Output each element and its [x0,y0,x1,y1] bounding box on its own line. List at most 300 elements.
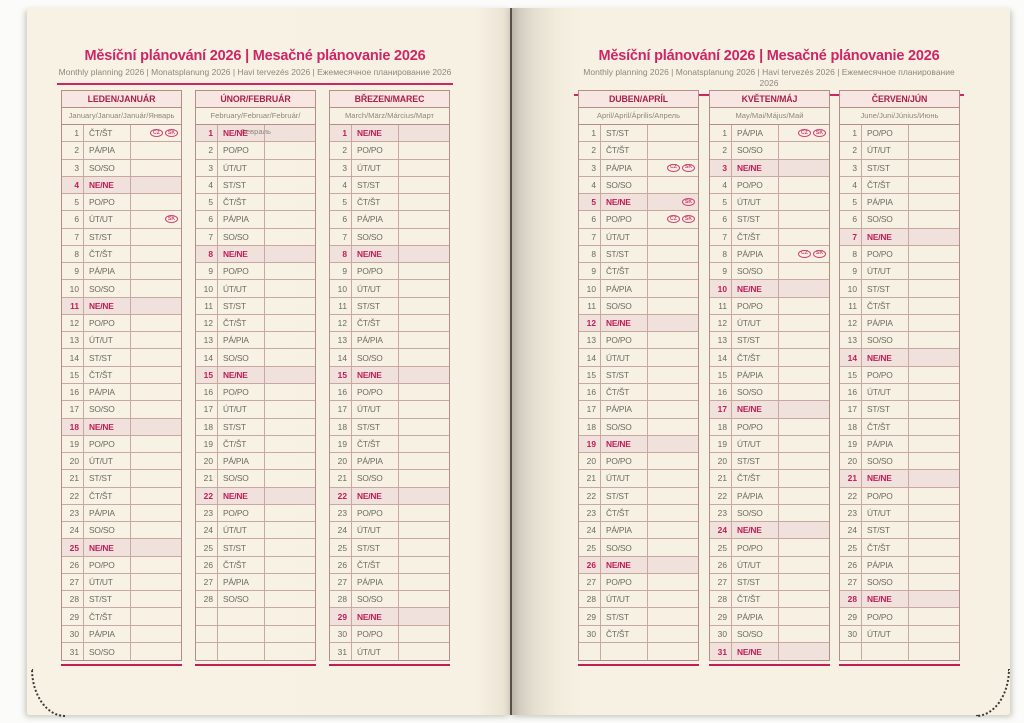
page-subtitle: Monthly planning 2026 | Monatsplanung 2026 | Havi tervezés 2026 | Ежемесячное планирование 2026 [583,67,955,88]
day-note-area [399,384,449,400]
day-abbrev: ST/ST [84,229,131,245]
month-header: ČERVEN/JÚN [840,91,959,108]
day-abbrev: ST/ST [218,539,265,555]
day-abbrev: NE/NE [862,229,909,245]
day-row [62,315,181,332]
day-row [579,332,698,349]
day-note-area [779,608,829,624]
day-number: 14 [330,349,352,365]
day-note-area [265,539,315,555]
day-number: 10 [62,280,84,296]
day-note-area [909,436,959,452]
day-abbrev: PO/PO [84,436,131,452]
day-row [330,280,449,297]
day-abbrev: PÁ/PIA [732,125,779,141]
day-abbrev: ČT/ŠT [732,470,779,486]
day-number: 19 [840,436,862,452]
day-abbrev: NE/NE [352,125,399,141]
day-row [710,470,829,487]
day-abbrev: PÁ/PIA [601,401,648,417]
day-row [579,453,698,470]
day-row [840,505,959,522]
day-note-area [399,177,449,193]
day-row [330,211,449,228]
day-abbrev: ÚT/UT [352,280,399,296]
empty-row [196,643,315,660]
month-header: DUBEN/APRÍL [579,91,698,108]
month-underline [839,664,960,667]
day-number: 24 [840,522,862,538]
day-note-area [648,505,698,521]
day-row [62,160,181,177]
day-note-area [399,246,449,262]
day-row [330,470,449,487]
day-abbrev: ÚT/UT [218,280,265,296]
day-abbrev: PÁ/PIA [84,505,131,521]
day-abbrev: PÁ/PIA [84,263,131,279]
day-number: 7 [330,229,352,245]
day-note-area [265,505,315,521]
day-abbrev: PÁ/PIA [732,608,779,624]
day-row [840,557,959,574]
day-row [330,591,449,608]
day-note-area [909,280,959,296]
day-number: 19 [196,436,218,452]
day-note-area [909,246,959,262]
day-row [196,177,315,194]
day-abbrev: ST/ST [601,488,648,504]
day-number: 1 [710,125,732,141]
day-number: 19 [710,436,732,452]
day-number: 29 [330,608,352,624]
day-abbrev: PO/PO [862,125,909,141]
day-abbrev: SO/SO [218,470,265,486]
day-number: 13 [710,332,732,348]
day-note-area [909,332,959,348]
day-abbrev: ST/ST [601,246,648,262]
day-note-area [909,142,959,158]
month-underline [195,664,316,667]
day-note-area [265,436,315,452]
day-note-area [265,626,315,642]
day-abbrev: ČT/ŠT [218,557,265,573]
month-header: LEDEN/JANUÁR [62,91,181,108]
day-abbrev: NE/NE [601,194,648,210]
day-row [196,263,315,280]
day-number: 1 [62,125,84,141]
day-number: 12 [196,315,218,331]
day-note-area [131,574,181,590]
day-note-area [648,401,698,417]
day-number: 7 [840,229,862,245]
day-note-area [779,367,829,383]
day-note-area [265,574,315,590]
day-number [196,608,218,624]
month-table [709,90,830,661]
day-note-area [131,505,181,521]
day-abbrev: NE/NE [732,522,779,538]
day-number: 13 [62,332,84,348]
day-number: 10 [710,280,732,296]
day-note-area [779,626,829,642]
day-abbrev: NE/NE [352,367,399,383]
day-row [579,574,698,591]
day-number: 19 [62,436,84,452]
empty-row [840,643,959,660]
day-row [196,142,315,159]
day-row [710,349,829,366]
page-title: Měsíční plánování 2026 | Mesačné plánovanie 2026 [598,48,940,64]
day-abbrev: ČT/ŠT [218,194,265,210]
day-number: 29 [579,608,601,624]
day-note-area [779,177,829,193]
day-row [840,229,959,246]
day-note-area [909,229,959,245]
day-note-area [779,246,829,262]
left-page [27,8,510,715]
day-abbrev: ÚT/UT [352,160,399,176]
day-row [579,626,698,643]
month-subheader: June/Juni/Június/Июнь [840,108,959,125]
day-note-area [265,608,315,624]
day-note-area [648,470,698,486]
day-row [579,608,698,625]
holiday-badge-sk: SK [813,129,826,137]
day-note-area [265,522,315,538]
day-row [62,194,181,211]
day-row [579,177,698,194]
day-abbrev: SO/SO [352,470,399,486]
day-abbrev: ÚT/UT [352,643,399,660]
day-row [840,626,959,643]
day-row [840,539,959,556]
day-abbrev: ČT/ŠT [352,557,399,573]
day-number: 23 [710,505,732,521]
day-number: 4 [62,177,84,193]
month-body [62,125,181,660]
day-number: 23 [62,505,84,521]
day-abbrev: ČT/ŠT [601,142,648,158]
day-number: 28 [196,591,218,607]
day-number: 12 [579,315,601,331]
day-abbrev [218,608,265,624]
day-row [330,522,449,539]
day-note-area [779,401,829,417]
day-row [196,522,315,539]
day-abbrev: PO/PO [352,505,399,521]
day-note-area [265,332,315,348]
day-abbrev: SO/SO [862,211,909,227]
day-row [840,436,959,453]
holiday-badge-cz: CZ [798,250,811,258]
day-note-area [648,142,698,158]
day-number: 31 [710,643,732,660]
day-note-area [265,401,315,417]
day-abbrev: SO/SO [352,591,399,607]
day-note-area [909,401,959,417]
day-note-area [779,591,829,607]
day-number: 9 [579,263,601,279]
day-number: 14 [196,349,218,365]
day-abbrev: PO/PO [218,263,265,279]
day-note-area [265,367,315,383]
day-number: 26 [330,557,352,573]
day-number: 29 [840,608,862,624]
day-note-area [399,332,449,348]
day-number: 8 [62,246,84,262]
day-note-area [648,539,698,555]
day-row [579,280,698,297]
day-abbrev: ST/ST [218,177,265,193]
day-abbrev [862,643,909,660]
day-row [579,419,698,436]
day-note-area [399,401,449,417]
day-row [579,194,698,211]
day-abbrev: NE/NE [84,539,131,555]
page-subtitle: Monthly planning 2026 | Monatsplanung 2026 | Havi tervezés 2026 | Ежемесячное планирование 2026 [58,67,452,77]
day-note-area [648,367,698,383]
day-number [196,643,218,660]
day-note-area [265,194,315,210]
day-note-area [265,160,315,176]
day-note-area [648,280,698,296]
day-number: 19 [579,436,601,452]
day-number: 25 [62,539,84,555]
day-number: 25 [579,539,601,555]
day-number: 3 [196,160,218,176]
holiday-badge-sk: SK [682,215,695,223]
day-number: 14 [710,349,732,365]
day-note-area [131,470,181,486]
holiday-badge-cz: CZ [667,164,680,172]
day-note-area [265,488,315,504]
day-note-area [399,608,449,624]
day-row [840,263,959,280]
day-row [62,488,181,505]
day-row [710,591,829,608]
day-row [196,332,315,349]
day-row [330,488,449,505]
day-row [62,453,181,470]
day-number: 25 [196,539,218,555]
day-abbrev: NE/NE [84,419,131,435]
day-abbrev: ST/ST [218,298,265,314]
day-note-area [265,384,315,400]
day-number: 4 [710,177,732,193]
day-abbrev: ÚT/UT [862,384,909,400]
day-row [579,229,698,246]
day-note-area [131,488,181,504]
day-row [196,384,315,401]
day-note-area [131,557,181,573]
day-row [330,125,449,142]
day-number: 10 [196,280,218,296]
day-abbrev: ST/ST [732,332,779,348]
day-row [196,298,315,315]
day-note-area [131,436,181,452]
day-note-area [131,367,181,383]
day-note-area [399,194,449,210]
day-note-area [909,160,959,176]
day-row [196,591,315,608]
day-number: 10 [840,280,862,296]
day-row [330,608,449,625]
day-abbrev: NE/NE [352,608,399,624]
day-abbrev: ST/ST [862,280,909,296]
day-number: 2 [579,142,601,158]
day-row [330,401,449,418]
day-note-area [399,229,449,245]
day-row [62,367,181,384]
day-number: 30 [579,626,601,642]
day-note-area [399,142,449,158]
day-number: 5 [710,194,732,210]
day-number: 18 [330,419,352,435]
day-abbrev: PO/PO [84,315,131,331]
day-row [710,298,829,315]
day-abbrev: SO/SO [218,229,265,245]
day-abbrev: PÁ/PIA [352,211,399,227]
day-note-area [131,384,181,400]
day-note-area [909,591,959,607]
day-number: 11 [579,298,601,314]
day-row [330,194,449,211]
day-note-area [909,263,959,279]
day-row [330,263,449,280]
day-note-area [779,280,829,296]
day-number: 28 [840,591,862,607]
day-number: 12 [330,315,352,331]
day-number: 12 [840,315,862,331]
day-note-area [648,211,698,227]
day-note-area [909,453,959,469]
day-row [62,263,181,280]
day-number: 2 [710,142,732,158]
day-row [196,436,315,453]
day-number [840,643,862,660]
day-abbrev: ČT/ŠT [601,505,648,521]
right-page [510,8,1010,715]
day-row [840,453,959,470]
day-note-area [648,349,698,365]
day-number: 30 [840,626,862,642]
day-note-area [779,194,829,210]
day-abbrev: ČT/ŠT [84,125,131,141]
day-number: 29 [710,608,732,624]
day-note-area [779,315,829,331]
month-body [196,125,315,660]
day-abbrev: PO/PO [84,557,131,573]
day-row [579,246,698,263]
day-row [62,608,181,625]
day-abbrev: NE/NE [601,436,648,452]
month-body [710,125,829,660]
day-abbrev: SO/SO [84,280,131,296]
day-note-area [648,384,698,400]
day-abbrev: NE/NE [218,246,265,262]
day-note-area [131,626,181,642]
day-number: 24 [196,522,218,538]
day-number: 4 [840,177,862,193]
day-row [840,332,959,349]
day-row [840,125,959,142]
day-row [62,229,181,246]
day-number: 13 [330,332,352,348]
day-number: 18 [710,419,732,435]
day-row [840,298,959,315]
day-abbrev: ÚT/UT [84,332,131,348]
day-row [710,505,829,522]
day-note-area [909,505,959,521]
day-number: 9 [62,263,84,279]
day-row [579,505,698,522]
day-number: 22 [62,488,84,504]
day-note-area [399,349,449,365]
day-number: 10 [330,280,352,296]
day-row [196,315,315,332]
day-row [196,419,315,436]
day-number: 26 [710,557,732,573]
right-page-months [512,90,1010,715]
day-number: 5 [579,194,601,210]
day-abbrev [218,626,265,642]
day-number: 27 [196,574,218,590]
day-abbrev: PO/PO [352,263,399,279]
day-abbrev: PO/PO [84,194,131,210]
day-row [579,591,698,608]
day-number: 17 [330,401,352,417]
month-subheader: January/Januar/Január/Январь [62,108,181,125]
day-note-area [779,125,829,141]
day-note-area [909,315,959,331]
day-abbrev: ÚT/UT [218,401,265,417]
month-table [329,90,450,661]
day-abbrev: SO/SO [862,453,909,469]
month-underline [61,664,182,667]
day-abbrev: ČT/ŠT [732,591,779,607]
day-row [579,539,698,556]
day-row [710,419,829,436]
day-number: 7 [710,229,732,245]
day-number: 4 [330,177,352,193]
day-row [840,384,959,401]
day-number: 21 [840,470,862,486]
day-row [710,488,829,505]
day-number: 22 [710,488,732,504]
day-number: 18 [579,419,601,435]
day-number: 27 [579,574,601,590]
day-note-area [131,591,181,607]
day-number: 27 [330,574,352,590]
day-abbrev: SO/SO [84,401,131,417]
day-number: 16 [840,384,862,400]
day-note-area [779,488,829,504]
day-number: 31 [330,643,352,660]
day-row [62,643,181,660]
day-row [330,229,449,246]
day-note-area [131,246,181,262]
day-abbrev: PÁ/PIA [601,160,648,176]
day-abbrev: ÚT/UT [862,142,909,158]
day-note-area [909,194,959,210]
day-row [710,522,829,539]
day-note-area [265,211,315,227]
day-note-area [648,332,698,348]
day-number: 13 [840,332,862,348]
day-row [62,419,181,436]
day-note-area [909,574,959,590]
day-note-area [909,384,959,400]
